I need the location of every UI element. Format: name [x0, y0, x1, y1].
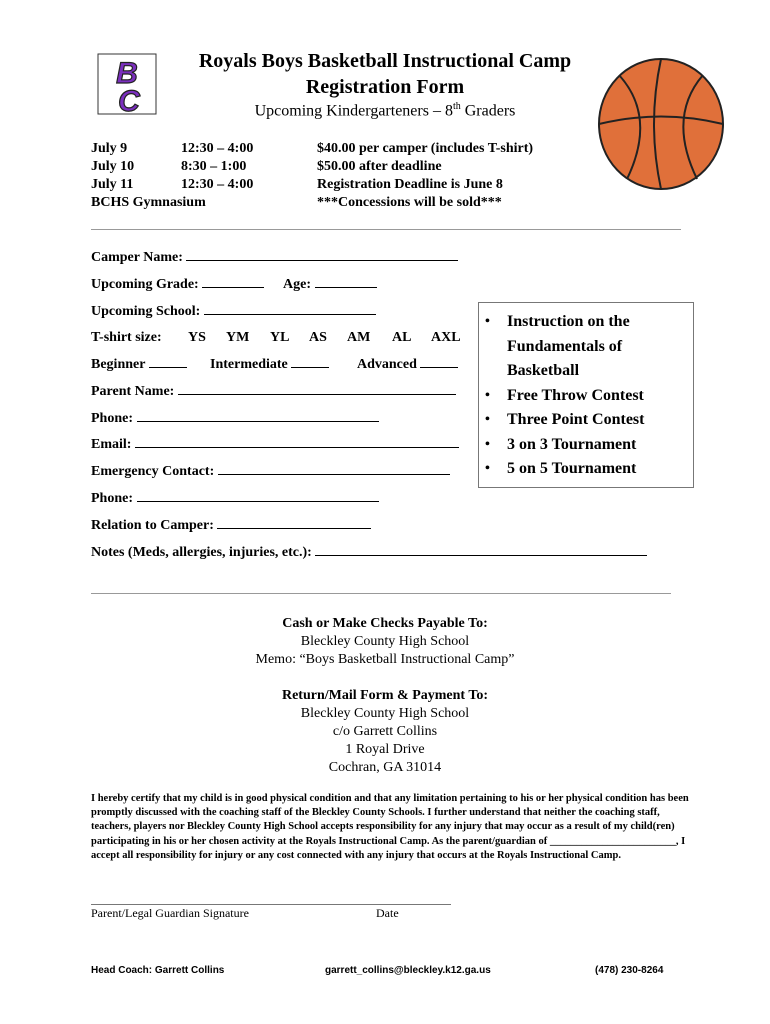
advanced-field[interactable] [357, 356, 458, 373]
camper-name-field[interactable] [91, 249, 458, 266]
feature-item: • Instruction on the [507, 310, 644, 335]
feature-item: Fundamentals of [507, 337, 623, 355]
concessions-line: ***Concessions will be sold*** [317, 195, 502, 210]
advanced-label: Advanced [357, 357, 417, 372]
mail-line-1: Bleckley County High School [300, 706, 470, 721]
notes-line[interactable] [315, 544, 647, 556]
age-label: Age: [283, 277, 311, 292]
intermediate-line[interactable] [291, 356, 329, 368]
tshirt-size-label: T-shirt size: [91, 330, 162, 345]
email-line[interactable] [135, 436, 459, 448]
tshirt-size-am[interactable]: AM [347, 330, 371, 345]
bullet-icon: • [485, 314, 490, 329]
camp-features-box [478, 302, 694, 488]
price-line-2: $50.00 after deadline [317, 159, 442, 174]
parent-name-line[interactable] [178, 383, 456, 395]
child-name-blank[interactable]: ________________________ [549, 835, 676, 847]
deadline-line: Registration Deadline is June 8 [317, 177, 503, 192]
upcoming-grade-field[interactable] [91, 276, 264, 293]
bc-logo [97, 53, 157, 115]
tshirt-size-al[interactable]: AL [392, 330, 412, 345]
emergency-phone-line[interactable] [137, 490, 379, 502]
notes-field[interactable] [91, 544, 647, 561]
price-line-1: $40.00 per camper (includes T-shirt) [317, 141, 534, 156]
age-field[interactable] [283, 276, 377, 293]
emergency-phone-label: Phone: [91, 491, 133, 506]
tshirt-size-ym[interactable]: YM [226, 330, 250, 345]
mail-line-3: 1 Royal Drive [345, 742, 425, 757]
feature-item: • Three Point Contest [507, 408, 644, 433]
mail-heading: Return/Mail Form & Payment To: [281, 688, 489, 703]
email-label: Email: [91, 437, 132, 452]
upcoming-grade-label: Upcoming Grade: [91, 277, 199, 292]
camper-name-line[interactable] [186, 249, 458, 261]
camper-name-label: Camper Name: [91, 250, 183, 265]
upcoming-school-field[interactable] [91, 303, 376, 320]
mail-line-4: Cochran, GA 31014 [328, 760, 442, 775]
location: BCHS Gymnasium [91, 195, 206, 210]
schedule-time-2: 8:30 – 1:00 [181, 159, 247, 174]
head-coach: Head Coach: Garrett Collins [91, 965, 225, 976]
emergency-contact-line[interactable] [218, 463, 450, 475]
divider [91, 593, 671, 594]
payment-heading: Cash or Make Checks Payable To: [282, 616, 488, 631]
emergency-phone-field[interactable] [91, 490, 379, 507]
parent-name-label: Parent Name: [91, 384, 175, 399]
signature-line[interactable] [91, 904, 451, 905]
intermediate-label: Intermediate [210, 357, 288, 372]
schedule-day-2: July 10 [91, 159, 135, 174]
tshirt-size-as[interactable]: AS [309, 330, 327, 345]
bullet-icon: • [485, 387, 490, 403]
schedule-day-3: July 11 [91, 177, 134, 192]
payment-memo: Memo: “Boys Basketball Instructional Camp” [255, 652, 515, 667]
coach-email-link[interactable]: garrett_collins@bleckley.k12.ga.us [325, 965, 491, 976]
bullet-icon: • [485, 412, 490, 427]
feature-item: • 5 on 5 Tournament [507, 457, 644, 482]
beginner-field[interactable] [91, 356, 187, 373]
schedule-time-1: 12:30 – 4:00 [181, 141, 254, 156]
tshirt-size-axl[interactable]: AXL [431, 330, 461, 345]
email-field[interactable] [91, 436, 459, 453]
age-line[interactable] [315, 276, 377, 288]
phone-field[interactable] [91, 410, 379, 427]
schedule-day-1: July 9 [91, 141, 128, 156]
feature-item: • 3 on 3 Tournament [507, 433, 644, 458]
phone-label: Phone: [91, 411, 133, 426]
logo-letter-b: B [116, 57, 138, 90]
schedule-time-3: 12:30 – 4:00 [181, 177, 254, 192]
feature-item: Basketball [507, 362, 580, 379]
tshirt-size-yl[interactable]: YL [270, 330, 290, 345]
tshirt-size-ys[interactable]: YS [188, 330, 206, 345]
emergency-contact-label: Emergency Contact: [91, 464, 215, 479]
phone-line[interactable] [137, 410, 379, 422]
payment-payee: Bleckley County High School [300, 634, 470, 649]
beginner-line[interactable] [149, 356, 187, 368]
upcoming-grade-line[interactable] [202, 276, 264, 288]
certification-paragraph: I hereby certify that my child is in good physical condition and that any limitation pertaining to his or her physical condition has been promptly discussed with the coaching staff of the Bleckley County Schools. I further understand that neither the coaching staff, teachers, players nor Bleckley County High School accepts responsibility for any injury that may occur as a result of my child(ren) participating in his or her chosen activity at the Royals Instructional Camp. As the parent/guardian of ________________________, I accept all responsibility for injury or any cost connected with any injury that occurs at the Royals Instructional Camp. [91, 793, 689, 861]
relation-field[interactable] [91, 517, 371, 534]
intermediate-field[interactable] [210, 356, 329, 373]
divider [91, 229, 681, 230]
coach-phone: (478) 230-8264 [595, 965, 664, 976]
guardian-signature-label: Parent/Legal Guardian Signature [91, 906, 249, 920]
mail-line-2: c/o Garrett Collins [332, 724, 438, 739]
relation-label: Relation to Camper: [91, 518, 214, 533]
upcoming-school-line[interactable] [204, 303, 376, 315]
bullet-icon: • [485, 461, 490, 476]
bullet-icon: • [485, 436, 490, 452]
emergency-contact-field[interactable] [91, 463, 450, 480]
parent-name-field[interactable] [91, 383, 456, 400]
page-subtitle-form: Registration Form [305, 76, 465, 98]
grades-subtitle: Upcoming Kindergarteners – 8th Graders [254, 101, 516, 120]
logo-letter-c: C [118, 85, 140, 115]
date-label: Date [376, 906, 399, 920]
notes-label: Notes (Meds, allergies, injuries, etc.): [91, 545, 312, 560]
upcoming-school-label: Upcoming School: [91, 304, 201, 319]
beginner-label: Beginner [91, 357, 146, 372]
page-title: Royals Boys Basketball Instructional Camp [198, 50, 572, 72]
advanced-line[interactable] [420, 356, 458, 368]
feature-item: • Free Throw Contest [507, 384, 644, 409]
relation-line[interactable] [217, 517, 371, 529]
